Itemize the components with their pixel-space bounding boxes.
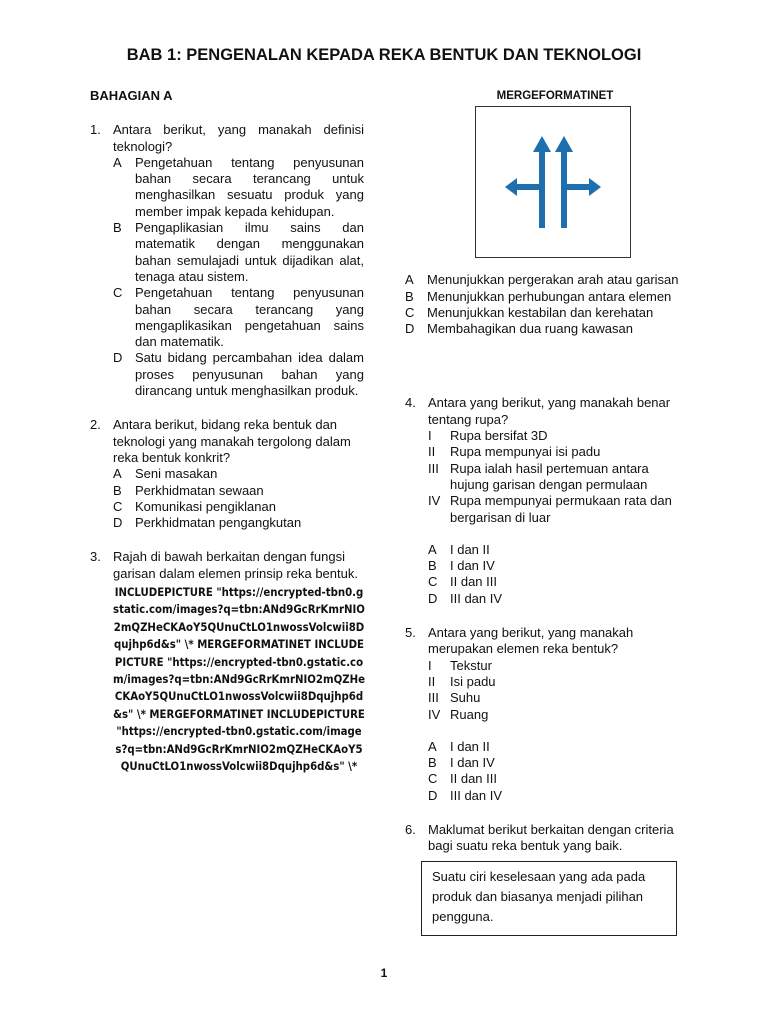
option-text: III dan IV xyxy=(450,787,503,803)
statement-numeral: IV xyxy=(428,706,441,722)
option-text: Pengetahuan tentang penyusunan bahan secara terancang untuk menghasilkan sesuatu produk yang member impak kepada kehidupan. xyxy=(135,154,364,219)
question-body xyxy=(428,822,683,855)
option-d[interactable] xyxy=(113,515,364,531)
page-number: 1 xyxy=(380,966,388,980)
option-letter: D xyxy=(428,590,438,606)
option-b[interactable] xyxy=(428,755,683,771)
figure-box xyxy=(475,106,631,258)
option-letter: D xyxy=(405,321,415,337)
question-3 xyxy=(90,549,364,775)
statement-text: Ruang xyxy=(450,706,489,722)
question-number: 3. xyxy=(90,549,101,565)
statement-text: Tekstur xyxy=(450,657,492,673)
statement-ii xyxy=(428,444,683,460)
option-c[interactable] xyxy=(428,574,683,590)
option-letter: D xyxy=(113,515,123,531)
option-letter: A xyxy=(428,541,437,557)
option-letter: A xyxy=(405,272,414,288)
question-text: Antara yang berikut, yang manakah merupakan elemen reka bentuk? xyxy=(428,625,634,657)
statement-i xyxy=(428,428,683,444)
option-text: Komunikasi pengiklanan xyxy=(135,498,276,514)
question-2 xyxy=(90,417,364,531)
option-b[interactable] xyxy=(113,220,364,285)
option-c[interactable] xyxy=(113,285,364,350)
question-text: Maklumat berikut berkaitan dengan criteria bagi suatu reka bentuk yang baik. xyxy=(428,822,674,854)
statement-iv xyxy=(428,493,683,526)
option-d[interactable] xyxy=(428,788,683,804)
question-number: 1. xyxy=(90,122,101,138)
option-letter: B xyxy=(428,755,437,771)
option-letter: B xyxy=(405,288,414,304)
option-d[interactable] xyxy=(405,321,683,337)
option-text: Pengetahuan tentang penyusunan bahan secara terancang yang mengaplikasikan pengetahuan sains dan matematik. xyxy=(135,285,364,350)
option-text: Pengaplikasian ilmu sains dan matematik dengan menggunakan bahan semulajadi untuk dijadikan alat, tenaga atau sistem. xyxy=(135,220,364,284)
statement-numeral: IV xyxy=(428,493,441,509)
option-text: I dan II xyxy=(450,738,490,754)
option-letter: C xyxy=(428,574,438,590)
option-text: Menunjukkan pergerakan arah atau garisan xyxy=(427,272,679,288)
question-5 xyxy=(405,625,683,804)
option-d[interactable] xyxy=(428,591,683,607)
question-body xyxy=(428,625,683,804)
statement-text: Rupa mempunyai permukaan rata dan bergarisan di luar xyxy=(450,493,672,525)
question-text: Antara berikut, bidang reka bentuk dan teknologi yang manakah tergolong dalam reka bentuk konkrit? xyxy=(113,417,351,465)
statement-numeral: II xyxy=(428,444,436,460)
statement-text: Rupa ialah hasil pertemuan antara hujung garisan dengan permulaan xyxy=(450,460,649,492)
option-text: Menunjukkan kestabilan dan kerehatan xyxy=(427,304,654,320)
answer-list xyxy=(428,739,683,804)
question-number: 6. xyxy=(405,822,416,838)
section-title: BAHAGIAN A xyxy=(90,88,173,103)
option-text: I dan IV xyxy=(450,755,495,771)
option-letter: C xyxy=(405,304,415,320)
question-text: Rajah di bawah berkaitan dengan fungsi garisan dalam elemen prinsip reka bentuk. xyxy=(113,549,358,581)
split-direction-arrows-icon xyxy=(503,132,603,232)
option-d[interactable] xyxy=(113,350,364,399)
option-letter: B xyxy=(113,220,122,236)
left-column xyxy=(90,88,364,793)
statement-ii xyxy=(428,674,683,690)
option-a[interactable] xyxy=(113,466,364,482)
question-6 xyxy=(405,822,683,855)
question-text: Antara yang berikut, yang manakah benar tentang rupa? xyxy=(428,395,671,427)
question-body xyxy=(428,395,683,607)
option-letter: B xyxy=(428,558,437,574)
option-letter: A xyxy=(113,154,122,170)
option-b[interactable] xyxy=(405,289,683,305)
right-column xyxy=(405,88,683,936)
option-c[interactable] xyxy=(428,771,683,787)
option-a[interactable] xyxy=(113,155,364,220)
option-a[interactable] xyxy=(405,272,683,288)
info-box: Suatu ciri keselesaan yang ada pada produk dan biasanya menjadi pilihan pengguna. xyxy=(421,861,677,936)
question-body xyxy=(113,417,364,531)
question-number: 5. xyxy=(405,625,416,641)
answer-list xyxy=(428,542,683,607)
statement-text: Suhu xyxy=(450,690,481,706)
broken-image-field-code: INCLUDEPICTURE "https://encrypted-tbn0.gstatic.com/images?q=tbn:ANd9GcRrKmrNIO2mQZHeCKAoY5QUnuCtLO1nwossVolcwii8Dqujhp6d&s" \* MERGEFORMATINET INCLUDEPICTURE "https://encrypted-tbn0.gstatic.com/images?q=tbn:ANd9GcRrKmrNIO2mQZHeCKAoY5QUnuCtLO1nwossVolcwii8Dqujhp6d&s" \* MERGEFORMATINET INCLUDEPICTURE "https://encrypted-tbn0.gstatic.com/images?q=tbn:ANd9GcRrKmrNIO2mQZHeCKAoY5QUnuCtLO1nwossVolcwii8Dqujhp6d&s" \* xyxy=(113,586,365,774)
option-letter: C xyxy=(113,498,123,514)
option-letter: A xyxy=(428,738,437,754)
option-text: I dan II xyxy=(450,541,490,557)
option-c[interactable] xyxy=(113,499,364,515)
option-text: II dan III xyxy=(450,574,497,590)
statement-text: Rupa bersifat 3D xyxy=(450,428,548,444)
option-text: Menunjukkan perhubungan antara elemen xyxy=(427,288,672,304)
question-4 xyxy=(405,395,683,607)
option-a[interactable] xyxy=(428,542,683,558)
statement-text: Isi padu xyxy=(450,673,496,689)
option-letter: C xyxy=(428,771,438,787)
question-3-options xyxy=(405,272,683,337)
option-letter: D xyxy=(113,350,123,366)
option-text: III dan IV xyxy=(450,590,503,606)
question-1 xyxy=(90,122,364,399)
statement-iii xyxy=(428,461,683,494)
statement-numeral: III xyxy=(428,460,439,476)
statement-numeral: III xyxy=(428,690,439,706)
option-text: Perkhidmatan sewaan xyxy=(135,482,264,498)
question-body xyxy=(113,549,365,775)
statement-list xyxy=(428,428,683,526)
statement-numeral: I xyxy=(428,428,432,444)
option-letter: B xyxy=(113,482,122,498)
statement-list xyxy=(428,658,683,723)
question-text: Antara berikut, yang manakah definisi teknologi? xyxy=(113,122,364,154)
statement-numeral: I xyxy=(428,657,432,673)
statement-iii xyxy=(428,690,683,706)
statement-i xyxy=(428,658,683,674)
option-a[interactable] xyxy=(428,739,683,755)
option-letter: A xyxy=(113,466,122,482)
option-text: Membahagikan dua ruang kawasan xyxy=(427,321,633,337)
question-number: 4. xyxy=(405,395,416,411)
statement-text: Rupa mempunyai isi padu xyxy=(450,444,601,460)
statement-iv xyxy=(428,707,683,723)
question-body xyxy=(113,122,364,399)
option-text: I dan IV xyxy=(450,558,495,574)
option-c[interactable] xyxy=(405,305,683,321)
option-b[interactable] xyxy=(113,483,364,499)
option-text: II dan III xyxy=(450,771,497,787)
question-number: 2. xyxy=(90,417,101,433)
option-letter: C xyxy=(113,285,123,301)
figure-caption: MERGEFORMATINET xyxy=(496,90,614,102)
option-text: Satu bidang percambahan idea dalam proses penyusunan bahan yang dirancang untuk menghasilkan produk. xyxy=(135,350,364,399)
page-title: BAB 1: PENGENALAN KEPADA REKA BENTUK DAN TEKNOLOGI xyxy=(126,46,642,64)
option-text: Seni masakan xyxy=(135,466,218,482)
statement-numeral: II xyxy=(428,673,436,689)
option-letter: D xyxy=(428,787,438,803)
option-b[interactable] xyxy=(428,558,683,574)
option-text: Perkhidmatan pengangkutan xyxy=(135,515,302,531)
